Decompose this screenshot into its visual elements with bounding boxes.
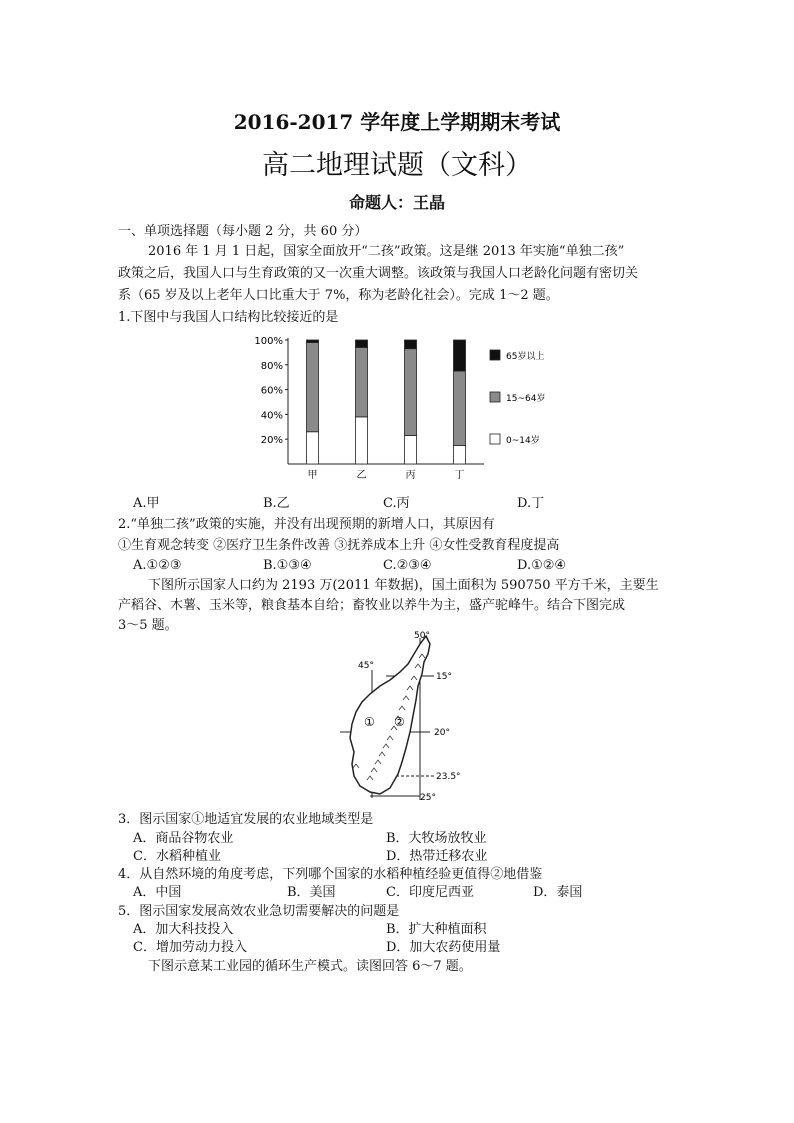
- q3-option-d[interactable]: D．热带迁移农业: [386, 849, 488, 864]
- intro2-line1: 下图所示国家人口约为 2193 万(2011 年数据)，国土面积为 590750 平方千米，主要生: [148, 578, 659, 593]
- y-tick-label: 60%: [260, 385, 283, 397]
- legend-label: 65岁以上: [506, 352, 545, 362]
- island-outline: [350, 636, 430, 794]
- q2-option-b[interactable]: B.①③④: [263, 558, 312, 573]
- y-tick-label: 80%: [260, 360, 283, 372]
- exam-subject-title: 高二地理试题（文科）: [262, 150, 532, 181]
- lon-label-50: 50°: [414, 631, 430, 641]
- legend-label: 0~14岁: [506, 436, 540, 446]
- bar-segment: [307, 432, 319, 464]
- lon-label-45: 45°: [358, 661, 374, 671]
- region-label-1: ①: [364, 715, 375, 729]
- exam-author: 命题人：王晶: [348, 193, 445, 212]
- q3-option-b[interactable]: B．大牧场放牧业: [386, 831, 487, 846]
- legend-swatch: [490, 434, 500, 444]
- q5-option-d[interactable]: D．加大农药使用量: [386, 940, 501, 955]
- q4-option-c[interactable]: C．印度尼西亚: [386, 885, 474, 900]
- bar-segment: [356, 417, 368, 464]
- bar-segment: [356, 347, 368, 416]
- bar-segment: [307, 342, 319, 431]
- x-tick-label: 甲: [307, 470, 318, 481]
- q5-stem: 5．图示国家发展高效农业急切需要解决的问题是: [118, 904, 400, 919]
- bar-segment: [405, 435, 417, 464]
- legend-swatch: [490, 392, 500, 402]
- bar-segment: [405, 349, 417, 436]
- madagascar-map: [330, 628, 470, 806]
- q2-option-a[interactable]: A.①②③: [133, 558, 182, 573]
- lat-label-20: 20°: [434, 728, 450, 738]
- population-structure-chart: [252, 330, 572, 488]
- lat-label-25: 25°: [420, 793, 436, 803]
- x-tick-label: 丙: [405, 470, 416, 481]
- lat-label-23-5: 23.5°: [436, 772, 461, 782]
- section-heading: 一、单项选择题（每小题 2 分，共 60 分）: [118, 224, 368, 239]
- intro2-line2: 产稻谷、木薯、玉米等，粮食基本自给；畜牧业以养牛为主，盛产驼峰牛。结合下图完成: [118, 598, 626, 613]
- legend-swatch: [490, 350, 500, 360]
- x-tick-label: 丁: [454, 470, 465, 481]
- intro1-line2: 政策之后，我国人口与生育政策的又一次重大调整。该政策与我国人口老龄化问题有密切关: [118, 266, 639, 281]
- y-tick-label: 20%: [260, 435, 283, 447]
- q4-option-d[interactable]: D．泰国: [533, 885, 583, 900]
- intro1-line1: 2016 年 1 月 1 日起，国家全面放开“二孩”政策。这是继 2013 年实施“单独二孩”: [148, 244, 625, 259]
- exam-year-title: 2016-2017 学年度上学期期末考试: [233, 110, 561, 134]
- intro1-line3: 系（65 岁及以上老年人口比重大于 7%，称为老龄化社会）。完成 1～2 题。: [118, 288, 559, 303]
- lat-label-15: 15°: [436, 672, 452, 682]
- q5-option-b[interactable]: B．扩大种植面积: [386, 922, 487, 937]
- q3-stem: 3．图示国家①地适宜发展的农业地域类型是: [118, 812, 374, 827]
- q4-option-a[interactable]: A．中国: [133, 885, 182, 900]
- region-label-2: ②: [394, 715, 405, 729]
- q2-stem: 2.“单独二孩”政策的实施，并没有出现预期的新增人口，其原因有: [118, 517, 495, 532]
- q4-option-b[interactable]: B．美国: [287, 885, 336, 900]
- q4-stem: 4．从自然环境的角度考虑，下列哪个国家的水稻种植经验更值得②地借鉴: [118, 867, 543, 882]
- q2-option-d[interactable]: D.①②④: [517, 558, 567, 573]
- q3-option-a[interactable]: A．商品谷物农业: [133, 831, 234, 846]
- q1-option-b[interactable]: B.乙: [263, 496, 290, 511]
- q1-stem: 1.下图中与我国人口结构比较接近的是: [118, 310, 339, 325]
- q2-option-c[interactable]: C.②③④: [383, 558, 432, 573]
- bar-segment: [356, 340, 368, 347]
- q5-option-c[interactable]: C．增加劳动力投入: [133, 940, 247, 955]
- y-tick-label: 100%: [254, 336, 283, 347]
- legend-label: 15~64岁: [506, 394, 546, 404]
- y-tick-label: 40%: [260, 410, 283, 422]
- q2-options: [133, 556, 593, 576]
- q3-option-c[interactable]: C．水稻种植业: [133, 849, 221, 864]
- bar-segment: [405, 340, 417, 349]
- q2-factors: ①生育观念转变 ②医疗卫生条件改善 ③抚养成本上升 ④女性受教育程度提高: [118, 538, 560, 553]
- bar-segment: [454, 340, 466, 371]
- q1-option-a[interactable]: A.甲: [133, 496, 160, 511]
- x-tick-label: 乙: [356, 470, 367, 481]
- intro3-line1: 下图示意某工业园的循环生产模式。读图回答 6～7 题。: [148, 959, 472, 974]
- bar-segment: [307, 340, 319, 342]
- q5-option-a[interactable]: A．加大科技投入: [133, 922, 234, 937]
- bar-segment: [454, 371, 466, 445]
- intro2-line3: 3～5 题。: [118, 618, 178, 633]
- q1-options: [133, 494, 593, 514]
- q1-option-d[interactable]: D.丁: [517, 496, 545, 511]
- q1-option-c[interactable]: C.丙: [383, 496, 410, 511]
- bar-segment: [454, 445, 466, 464]
